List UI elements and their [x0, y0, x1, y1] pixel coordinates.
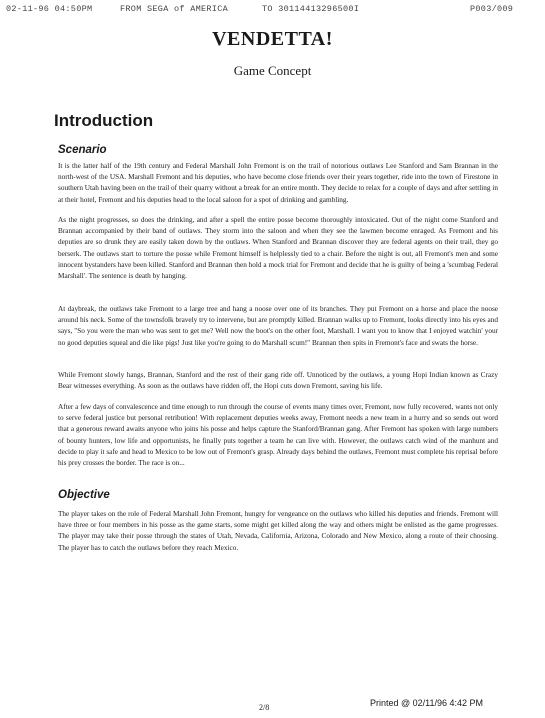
subheading-scenario: Scenario — [58, 144, 107, 156]
scenario-paragraph: While Fremont slowly hangs, Brannan, Stanford and the rest of their gang ride off. Unnoticed by the outlaws, a young Hopi Indian known as Crazy Bear witnesses everything. As soon as the outlaws have ridden off, the Hopi cuts down Fremont, saving his life. — [58, 371, 498, 391]
scenario-paragraph: It is the latter half of the 19th century and Federal Marshall John Fremont is on the trail of notorious outlaws Lee Stanford and Sam Brannan in the north-west of the USA. Marshall Fremont and his deputies, who have become close friends over their years together, ride into the town of Firestone in southern Utah having been on the trail of their quarry without a break for an entire month. They decide to relax for a couple of days and after settling in at their hotel, Fremont and his deputies head to the local saloon for a spot of drinking and gambling. — [58, 162, 498, 204]
fax-page: P003/009 — [470, 4, 514, 14]
scenario-paragraph: After a few days of convalescence and time enough to run through the course of events many times over, Fremont, now fully recovered, wants not only to serve federal justice but personal retribution! With replacement deputies weeks away, Fremont needs a new team in a hurry and so sends out word that a generous reward awaits anyone who joins his posse and helps capture the Stanford/Brannan gang. After Fremont has spoken with large numbers of bounty hunters, low life and opportunists, he finally puts together a team he can live with. However, the outlaws catch wind of the manhunt and decide to play it safe and head to Mexico to be low out of Fremont's grasp. Already days behind the outlaws, Fremont must complete his reprisal before his prey crosses the border. The race is on... — [58, 403, 498, 468]
section-heading-introduction: Introduction — [54, 111, 154, 130]
fax-header — [0, 4, 545, 18]
printed-timestamp: Printed @ 02/11/96 4:42 PM — [370, 698, 484, 708]
objective-paragraph: The player takes on the role of Federal Marshall John Fremont, hungry for vengeance on the outlaws who killed his deputies and friends. Fremont will have three or four members in his posse as the game starts, some might get killed along the way and others might be enlisted as the game progresses. The player may take their posse through the states of Utah, Nevada, California, Arizona, Colorado and New Mexico, along a route of their choosing. The player has to catch the outlaws before they reach Mexico. — [58, 510, 498, 552]
page-number: 2/8 — [259, 703, 270, 712]
fax-from: FROM SEGA of AMERICA — [120, 4, 229, 14]
document-subtitle: Game Concept — [233, 63, 312, 78]
document-title: VENDETTA! — [212, 28, 333, 50]
fax-date-time: 02-11-96 04:50PM — [6, 4, 93, 14]
fax-to: TO 30114413296500I — [262, 4, 360, 14]
subheading-objective: Objective — [58, 489, 110, 501]
scenario-paragraph: At daybreak, the outlaws take Fremont to a large tree and hang a noose over one of its branches. They put Fremont on a horse and place the noose around his neck. Some of the townsfolk bravely try to intervene, but are promptly killed. Brannan walks up to Fremont, looks directly into his eyes and says, "So you were the man who was sent to get me? Well now the boot's on the other foot, Marshall. I want you to know that I enjoyed watchin' your no good deputies squeal and die like pigs! Just like you're going to do Marshall scum!" Brannan then spits in Fremont's face and swats the horse. — [58, 305, 498, 347]
scenario-paragraph: As the night progresses, so does the drinking, and after a spell the entire posse become thoroughly intoxicated. Out of the night come Stanford and Brannan accompanied by their band of outlaws. They storm into the saloon and when they see the lawmen become enraged. As Fremont and his deputies are so drunk they are easily taken down by the outlaws. When Stanford and Brannan discover they are federal agents on their trail, they go berserk. The outlaws start to torture the posse while Fremont himself is helplessly tied to a chair. Before the night is out, all Fremont's men and some innocent bystanders have been killed. Stanford and Brannan then hold a mock trial for Fremont and decide that he is guilty of being a 'scumbag Federal Marshall'. The sentence is death by hanging. — [58, 216, 498, 281]
